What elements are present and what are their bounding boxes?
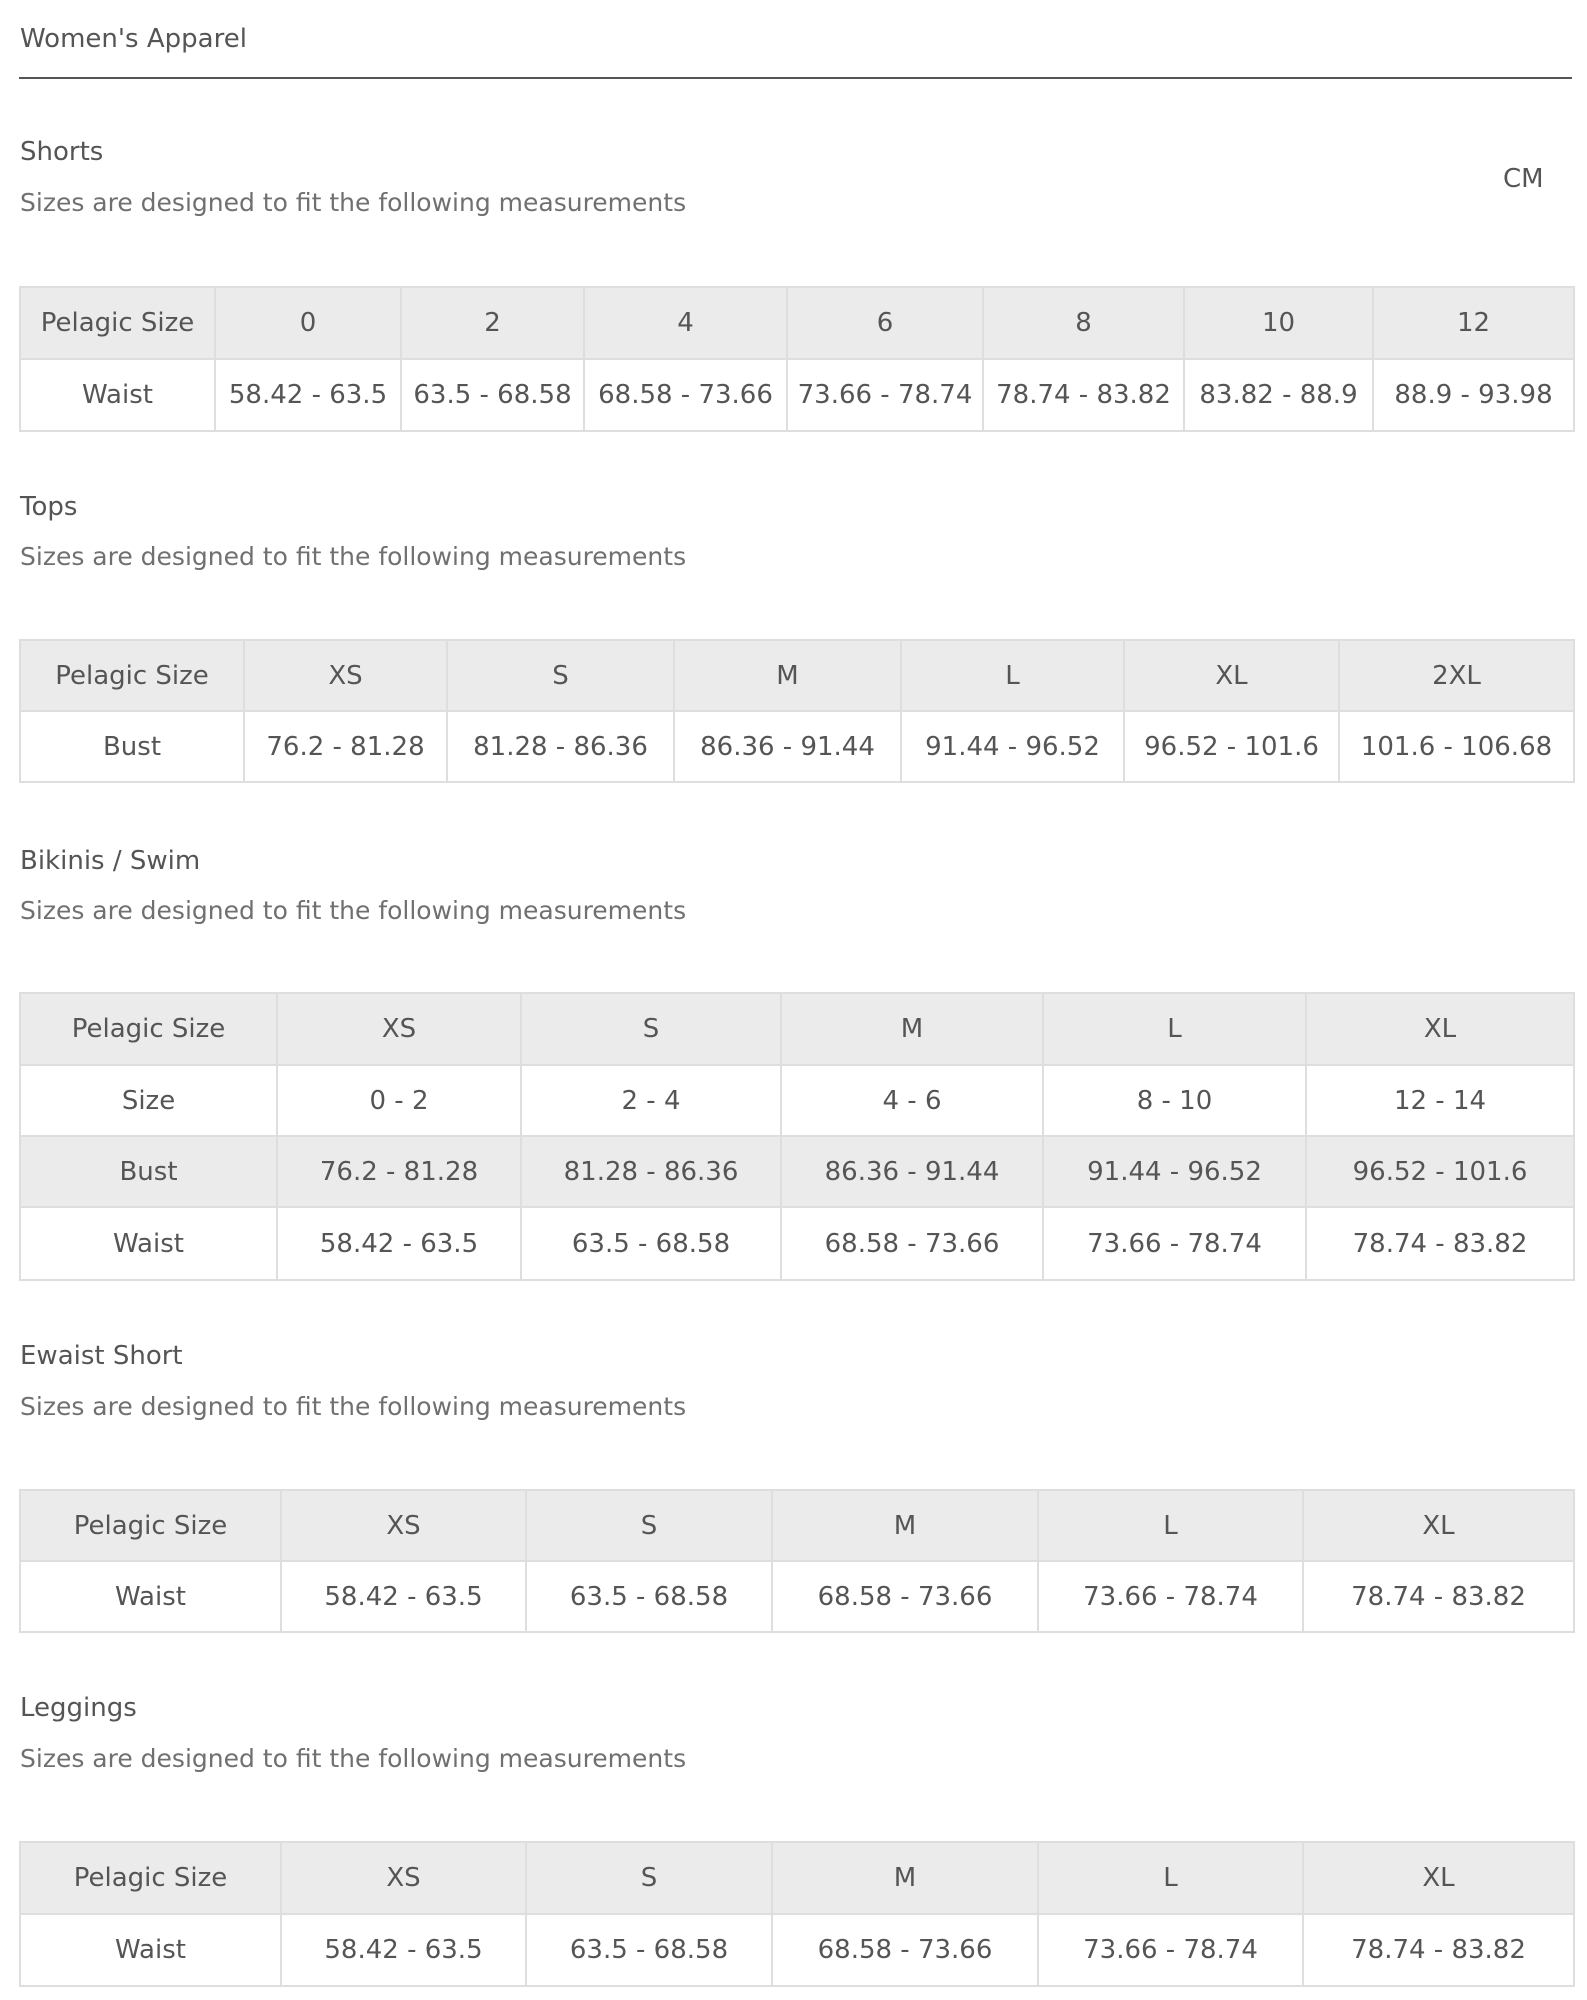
size-table-bikinis-swim [19,992,1575,1281]
row-label: Pelagic Size [20,640,244,711]
size-header-cell: M [772,1842,1038,1914]
size-table-leggings [19,1841,1575,1987]
table-row [20,711,1574,782]
size-header-cell: XL [1303,1842,1574,1914]
size-header-cell: L [1043,993,1306,1065]
size-header-cell: L [901,640,1124,711]
measurement-cell: 83.82 - 88.9 [1184,359,1373,431]
size-header-cell: S [526,1490,772,1561]
measurement-cell: 68.58 - 73.66 [781,1207,1043,1280]
unit-toggle-cm[interactable]: CM [1503,164,1544,194]
table-row [20,1065,1574,1136]
measurement-cell: 91.44 - 96.52 [901,711,1124,782]
size-header-cell: XL [1303,1490,1574,1561]
row-label: Bust [20,1136,277,1207]
measurement-cell: 63.5 - 68.58 [526,1561,772,1632]
size-header-cell: M [781,993,1043,1065]
measurement-cell: 78.74 - 83.82 [983,359,1184,431]
table-row [20,359,1574,431]
size-header-cell: XS [281,1490,526,1561]
table-header-row [20,993,1574,1065]
measurement-cell: 73.66 - 78.74 [1038,1914,1303,1986]
size-header-cell: S [447,640,674,711]
section-title: Tops [20,492,78,522]
size-table-shorts [19,286,1575,432]
table-row [20,1207,1574,1280]
section-ewaist-short [19,1341,1573,1641]
measurement-cell: 58.42 - 63.5 [281,1914,526,1986]
table-row [20,1914,1574,1986]
size-table-ewaist-short [19,1489,1575,1633]
measurement-cell: 58.42 - 63.5 [281,1561,526,1632]
measurement-cell: 88.9 - 93.98 [1373,359,1574,431]
size-header-cell: S [521,993,781,1065]
measurement-cell: 58.42 - 63.5 [277,1207,521,1280]
table-header-row [20,640,1574,711]
measurement-cell: 81.28 - 86.36 [521,1136,781,1207]
section-subtitle: Sizes are designed to fit the following measurements [20,542,687,571]
measurement-cell: 76.2 - 81.28 [244,711,447,782]
row-label: Bust [20,711,244,782]
section-leggings [19,1693,1573,1993]
section-subtitle: Sizes are designed to fit the following measurements [20,1392,687,1421]
size-header-cell: 2XL [1339,640,1574,711]
measurement-cell: 76.2 - 81.28 [277,1136,521,1207]
title-divider [19,77,1572,79]
size-header-cell: M [674,640,901,711]
measurement-cell: 58.42 - 63.5 [215,359,401,431]
measurement-cell: 86.36 - 91.44 [674,711,901,782]
measurement-cell: 68.58 - 73.66 [772,1561,1038,1632]
measurement-cell: 0 - 2 [277,1065,521,1136]
section-subtitle: Sizes are designed to fit the following measurements [20,188,687,217]
section-subtitle: Sizes are designed to fit the following measurements [20,896,687,925]
measurement-cell: 63.5 - 68.58 [521,1207,781,1280]
measurement-cell: 63.5 - 68.58 [526,1914,772,1986]
row-label: Waist [20,1207,277,1280]
size-header-cell: 0 [215,287,401,359]
size-header-cell: 12 [1373,287,1574,359]
row-label: Pelagic Size [20,287,215,359]
table-header-row [20,287,1574,359]
table-header-row [20,1842,1574,1914]
measurement-cell: 78.74 - 83.82 [1303,1561,1574,1632]
size-header-cell: XL [1306,993,1574,1065]
size-header-cell: XS [244,640,447,711]
measurement-cell: 73.66 - 78.74 [787,359,983,431]
table-row [20,1561,1574,1632]
measurement-cell: 73.66 - 78.74 [1043,1207,1306,1280]
section-subtitle: Sizes are designed to fit the following measurements [20,1744,687,1773]
measurement-cell: 68.58 - 73.66 [772,1914,1038,1986]
measurement-cell: 86.36 - 91.44 [781,1136,1043,1207]
measurement-cell: 78.74 - 83.82 [1306,1207,1574,1280]
measurement-cell: 81.28 - 86.36 [447,711,674,782]
measurement-cell: 96.52 - 101.6 [1124,711,1339,782]
measurement-cell: 8 - 10 [1043,1065,1306,1136]
measurement-cell: 63.5 - 68.58 [401,359,584,431]
size-header-cell: 10 [1184,287,1373,359]
size-header-cell: 6 [787,287,983,359]
row-label: Pelagic Size [20,993,277,1065]
page-title: Women's Apparel [20,24,247,54]
size-header-cell: M [772,1490,1038,1561]
measurement-cell: 96.52 - 101.6 [1306,1136,1574,1207]
table-row [20,1136,1574,1207]
measurement-cell: 101.6 - 106.68 [1339,711,1574,782]
size-header-cell: L [1038,1490,1303,1561]
size-header-cell: XS [281,1842,526,1914]
size-table-tops [19,639,1575,783]
row-label: Size [20,1065,277,1136]
size-header-cell: 4 [584,287,787,359]
section-bikinis-swim [19,846,1573,1286]
row-label: Waist [20,359,215,431]
size-header-cell: XL [1124,640,1339,711]
section-title: Bikinis / Swim [20,846,201,876]
size-header-cell: 2 [401,287,584,359]
measurement-cell: 4 - 6 [781,1065,1043,1136]
measurement-cell: 12 - 14 [1306,1065,1574,1136]
section-title: Shorts [20,137,104,167]
size-header-cell: L [1038,1842,1303,1914]
size-header-cell: 8 [983,287,1184,359]
section-tops [19,492,1573,792]
section-title: Ewaist Short [20,1341,183,1371]
size-header-cell: XS [277,993,521,1065]
section-title: Leggings [20,1693,137,1723]
measurement-cell: 2 - 4 [521,1065,781,1136]
row-label: Waist [20,1914,281,1986]
row-label: Waist [20,1561,281,1632]
measurement-cell: 68.58 - 73.66 [584,359,787,431]
measurement-cell: 73.66 - 78.74 [1038,1561,1303,1632]
row-label: Pelagic Size [20,1490,281,1561]
row-label: Pelagic Size [20,1842,281,1914]
section-shorts [19,137,1573,437]
table-header-row [20,1490,1574,1561]
measurement-cell: 78.74 - 83.82 [1303,1914,1574,1986]
measurement-cell: 91.44 - 96.52 [1043,1136,1306,1207]
size-header-cell: S [526,1842,772,1914]
